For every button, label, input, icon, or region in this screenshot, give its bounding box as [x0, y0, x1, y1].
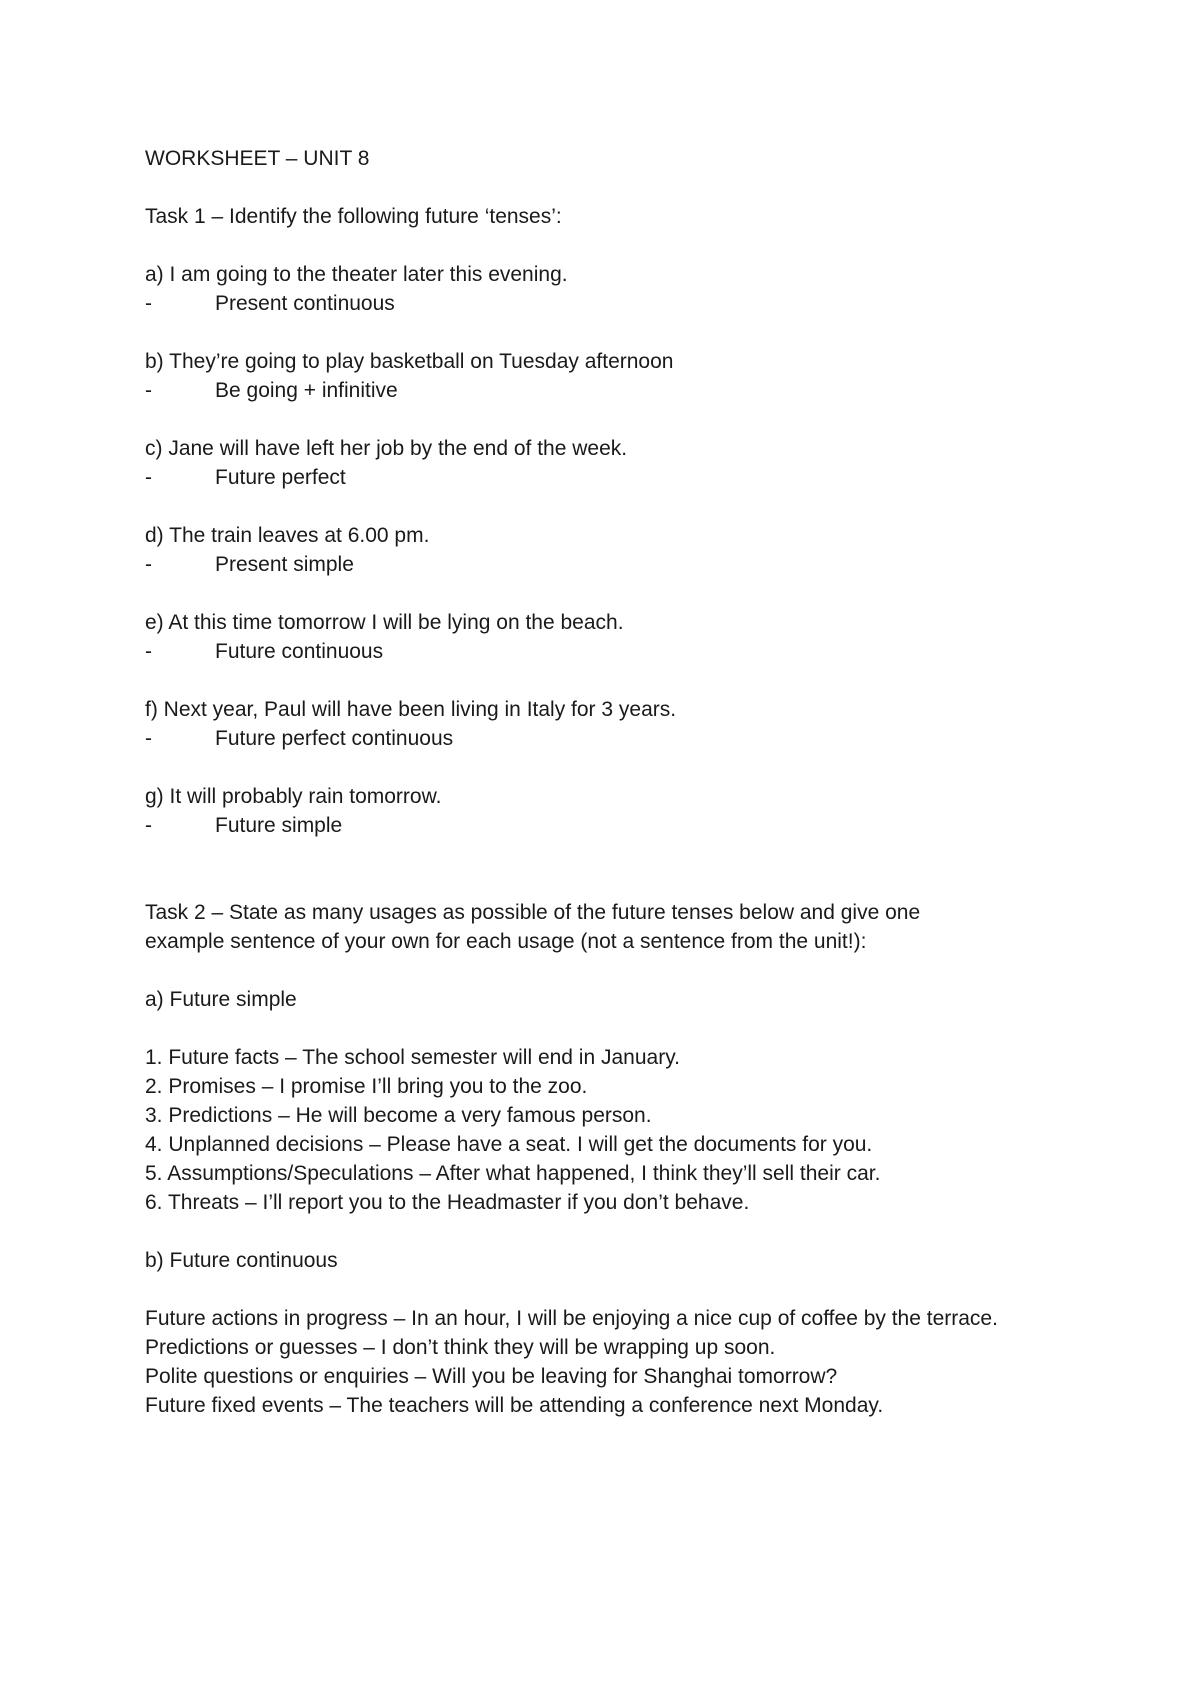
- task1-item: [145, 260, 1105, 318]
- task2-heading-line2: example sentence of your own for each usage (not a sentence from the unit!):: [145, 930, 867, 953]
- task1-answer: Future simple: [215, 814, 343, 837]
- task1-answer: Future continuous: [215, 640, 384, 663]
- task1-question: b) They’re going to play basketball on Tuesday afternoon: [145, 350, 674, 373]
- task1-heading: Task 1 – Identify the following future ‘tenses’:: [145, 205, 562, 228]
- task2-a-line: 4. Unplanned decisions – Please have a seat. I will get the documents for you.: [145, 1133, 873, 1156]
- task1-answer-row: [145, 550, 1105, 579]
- task2-heading-line1: Task 2 – State as many usages as possible of the future tenses below and give one: [145, 901, 921, 924]
- task1-answer-row: [145, 289, 1105, 318]
- task2-a-line: 5. Assumptions/Speculations – After what happened, I think they’ll sell their car.: [145, 1162, 881, 1185]
- task1-answer-row: [145, 463, 1105, 492]
- task2-b-line: Future fixed events – The teachers will be attending a conference next Monday.: [145, 1394, 884, 1417]
- answer-dash: -: [145, 553, 152, 576]
- task1-question: g) It will probably rain tomorrow.: [145, 785, 442, 808]
- answer-dash: -: [145, 640, 152, 663]
- task1-answer-row: [145, 637, 1105, 666]
- task1-answer: Present continuous: [215, 292, 395, 315]
- worksheet-page: [145, 144, 1105, 1420]
- task1-item: [145, 782, 1105, 840]
- task1-answer: Present simple: [215, 553, 354, 576]
- task2-a-line: 2. Promises – I promise I’ll bring you to the zoo.: [145, 1075, 588, 1098]
- task1-answer-row: [145, 811, 1105, 840]
- task1-question: c) Jane will have left her job by the end of the week.: [145, 437, 628, 460]
- answer-dash: -: [145, 379, 152, 402]
- task2-b-line: Future actions in progress – In an hour, I will be enjoying a nice cup of coffee by the terrace.: [145, 1307, 998, 1330]
- task1-answer-row: [145, 724, 1105, 753]
- task2-section-a-title: a) Future simple: [145, 988, 297, 1011]
- task1-question: f) Next year, Paul will have been living in Italy for 3 years.: [145, 698, 677, 721]
- task1-item: [145, 695, 1105, 753]
- task1-question: a) I am going to the theater later this evening.: [145, 263, 568, 286]
- answer-dash: -: [145, 466, 152, 489]
- answer-dash: -: [145, 727, 152, 750]
- task2-b-line: Predictions or guesses – I don’t think they will be wrapping up soon.: [145, 1336, 776, 1359]
- task2-a-line: 1. Future facts – The school semester will end in January.: [145, 1046, 680, 1069]
- task1-question: e) At this time tomorrow I will be lying on the beach.: [145, 611, 624, 634]
- worksheet-title: WORKSHEET – UNIT 8: [145, 147, 370, 170]
- answer-dash: -: [145, 292, 152, 315]
- task1-item: [145, 434, 1105, 492]
- task2-section-b-title: b) Future continuous: [145, 1249, 338, 1272]
- task1-item: [145, 521, 1105, 579]
- answer-dash: -: [145, 814, 152, 837]
- task1-item: [145, 347, 1105, 405]
- task2-a-line: 3. Predictions – He will become a very famous person.: [145, 1104, 652, 1127]
- task1-answer: Be going + infinitive: [215, 379, 398, 402]
- task1-answer: Future perfect continuous: [215, 727, 454, 750]
- task1-answer-row: [145, 376, 1105, 405]
- task1-answer: Future perfect: [215, 466, 346, 489]
- task2-a-line: 6. Threats – I’ll report you to the Headmaster if you don’t behave.: [145, 1191, 750, 1214]
- task2-b-line: Polite questions or enquiries – Will you be leaving for Shanghai tomorrow?: [145, 1365, 838, 1388]
- task1-question: d) The train leaves at 6.00 pm.: [145, 524, 430, 547]
- task1-item: [145, 608, 1105, 666]
